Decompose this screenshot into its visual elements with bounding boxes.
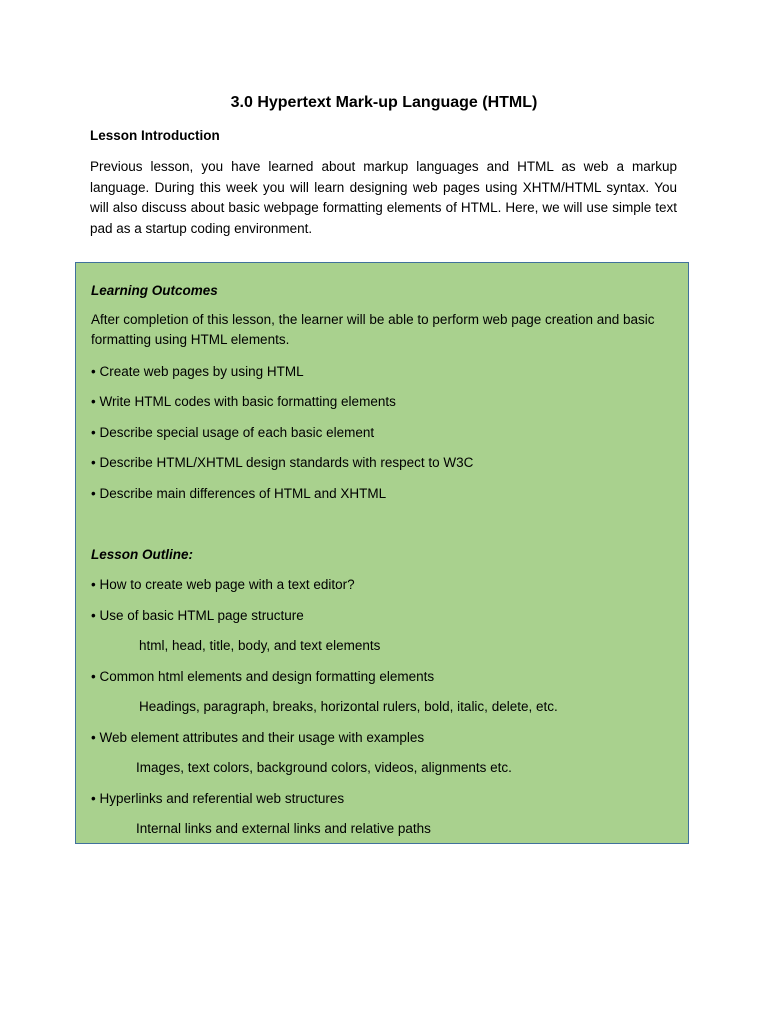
outcomes-heading: Learning Outcomes [91, 283, 218, 298]
intro-heading: Lesson Introduction [90, 128, 220, 143]
outcome-item: • Describe main differences of HTML and XHTML [91, 486, 387, 501]
outline-item: • How to create web page with a text editor? [91, 577, 355, 592]
learning-box [75, 262, 689, 844]
outline-subitem: Images, text colors, background colors, videos, alignments etc. [136, 760, 512, 775]
page-title: 3.0 Hypertext Mark-up Language (HTML) [230, 94, 538, 111]
outcome-item: • Write HTML codes with basic formatting elements [91, 394, 396, 409]
intro-paragraph: Previous lesson, you have learned about markup languages and HTML as web a markup language. During this week you will learn designing web pages using XHTM/HTML syntax. You will also discuss about basic webpage formatting elements of HTML. Here, we will use simple text pad as a startup coding environment. [90, 159, 677, 236]
outline-item: • Web element attributes and their usage with examples [91, 730, 425, 745]
outline-subitem: Internal links and external links and relative paths [136, 821, 431, 836]
outcome-item: • Describe special usage of each basic element [91, 425, 375, 440]
outline-subitem: html, head, title, body, and text elements [139, 638, 381, 653]
outline-heading: Lesson Outline: [91, 547, 194, 562]
outline-item: • Common html elements and design formatting elements [91, 669, 435, 684]
outcomes-intro: After completion of this lesson, the learner will be able to perform web page creation and basic formatting using HTML elements. [91, 312, 655, 347]
outcome-item: • Describe HTML/XHTML design standards with respect to W3C [91, 455, 474, 470]
outline-item: • Use of basic HTML page structure [91, 608, 304, 623]
outline-subitem: Headings, paragraph, breaks, horizontal rulers, bold, italic, delete, etc. [139, 699, 558, 714]
outline-item: • Hyperlinks and referential web structures [91, 791, 345, 806]
outcome-item: • Create web pages by using HTML [91, 364, 304, 379]
